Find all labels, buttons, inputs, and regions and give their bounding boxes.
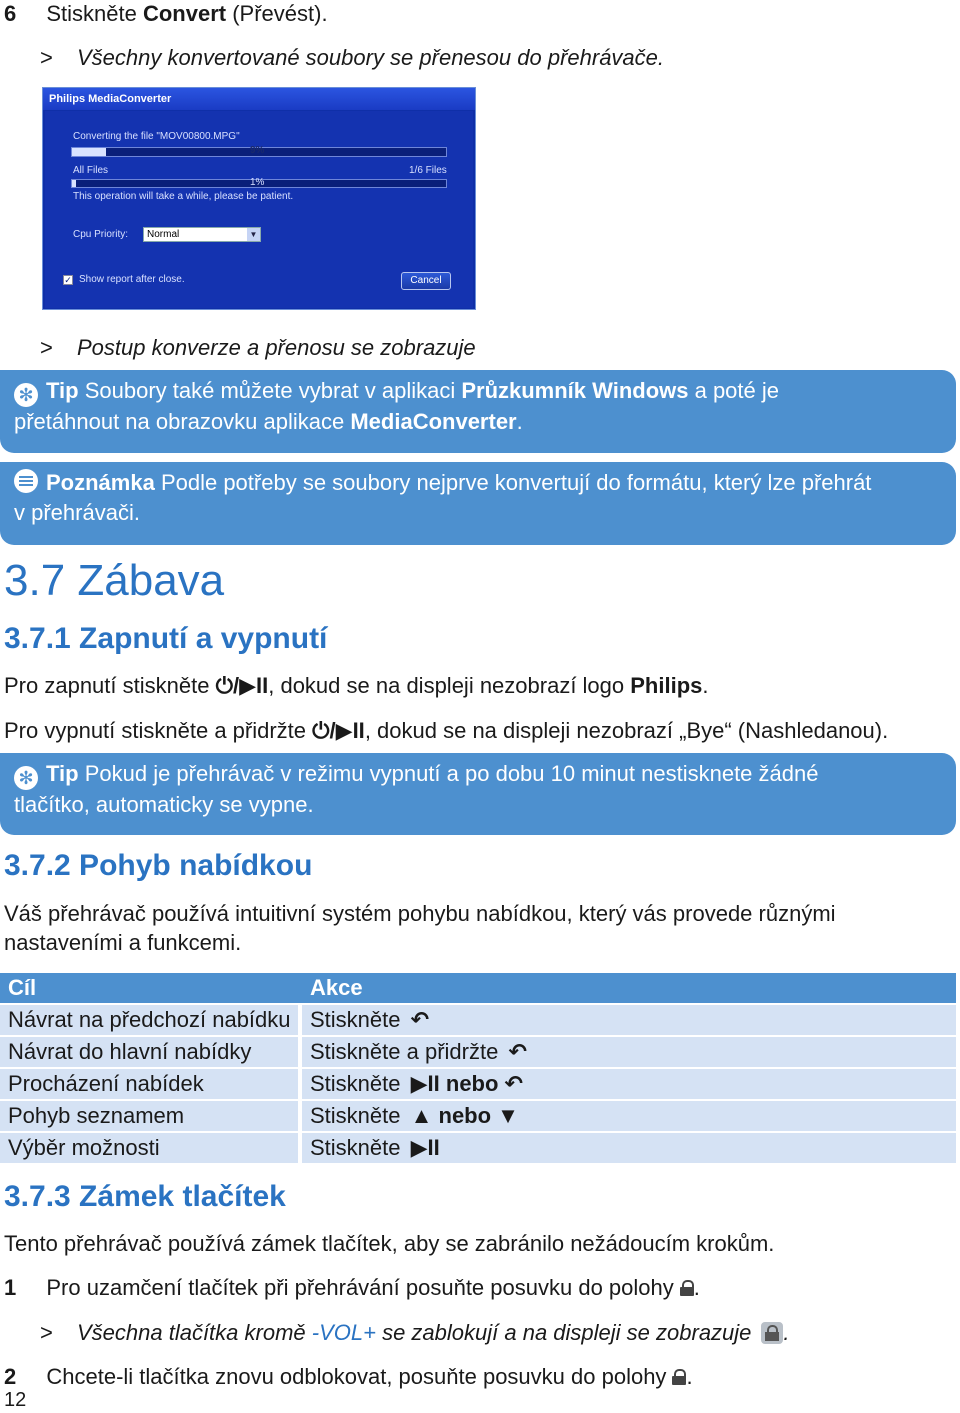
cpu-priority-value: Normal: [147, 229, 180, 240]
section-title: 3.7 Zábava: [4, 556, 225, 605]
step-6: [4, 0, 328, 28]
up-down-arrow-icon: ▲ nebo ▼: [410, 1103, 519, 1128]
back-icon: ↶: [410, 1007, 430, 1032]
table-row: [0, 1003, 956, 1035]
goal-cell: Návrat do hlavní nabídky: [0, 1035, 302, 1067]
tip-box-1: ✻ Tip Soubory také můžete vybrat v aplikaci Průzkumník Windows a poté je přetáhnout na obrazovku aplikace MediaConverter.: [0, 370, 956, 453]
files-count: 1/6 Files: [409, 165, 447, 176]
power-off-text: Pro vypnutí stiskněte a přidržte ⏻/▶II, dokud se na displeji nezobrazí „Bye“ (Nashledanou).: [4, 718, 889, 743]
all-progress-text: 1%: [250, 177, 265, 188]
lock-intro: Tento přehrávač používá zámek tlačítek, aby se zabránilo nežádoucím krokům.: [4, 1231, 775, 1256]
cpu-priority-select[interactable]: [143, 227, 261, 242]
power-play-pause-icon: ⏻/▶II: [215, 673, 269, 698]
navigation-table: [0, 973, 956, 1163]
action-cell: Stiskněte ▲ nebo ▼: [302, 1099, 956, 1131]
table-row: [0, 1067, 956, 1099]
goal-cell: Procházení nabídek: [0, 1067, 302, 1099]
chevron-down-icon: ▼: [247, 228, 260, 241]
lock-step-1-result: > Všechna tlačítka kromě -VOL+ se zablokují a na displeji se zobrazuje .: [40, 1320, 790, 1345]
step-text: Stiskněte Convert (Převést).: [46, 1, 328, 26]
power-play-pause-icon: ⏻/▶II: [312, 718, 365, 743]
goal-cell: Pohyb seznamem: [0, 1099, 302, 1131]
lock-step-2: 2 Chcete-li tlačítka znovu odblokovat, posuňte posuvku do polohy .: [4, 1364, 693, 1389]
action-cell: Stiskněte ▶II nebo ↶: [302, 1067, 956, 1099]
lock-step-1: 1 Pro uzamčení tlačítek při přehrávání posuňte posuvku do polohy .: [4, 1275, 700, 1300]
note-icon: [14, 469, 38, 493]
subsection-title-3-7-1: 3.7.1 Zapnutí a vypnutí: [4, 622, 328, 655]
back-icon: ↶: [508, 1039, 527, 1064]
action-cell: Stiskněte ▶II: [302, 1131, 956, 1163]
show-report-checkbox[interactable]: ✓: [64, 275, 72, 285]
media-converter-window: [42, 87, 476, 310]
menu-intro-line-2: nastaveními a funkcemi.: [4, 930, 242, 955]
power-on-text: Pro zapnutí stiskněte ⏻/▶II, dokud se na displeji nezobrazí logo Philips.: [4, 673, 709, 698]
step-number: 1: [4, 1275, 17, 1300]
progress-note: > Postup konverze a přenosu se zobrazuje: [40, 335, 476, 360]
table-row: [0, 1035, 956, 1067]
cpu-priority-label: Cpu Priority:: [73, 229, 129, 240]
show-report-label: Show report after close.: [79, 274, 185, 285]
window-body: [45, 111, 473, 308]
tip-icon: ✻: [14, 383, 38, 407]
converting-label: Converting the file "MOV00800.MPG": [73, 131, 240, 142]
goal-cell: Návrat na předchozí nabídku: [0, 1003, 302, 1035]
play-pause-or-back-icon: ▶II nebo ↶: [410, 1071, 523, 1096]
action-cell: Stiskněte a přidržte ↶: [302, 1035, 956, 1067]
column-header-action: Akce: [302, 973, 956, 1003]
patience-message: This operation will take a while, please be patient.: [73, 191, 294, 202]
step-6-result: > Všechny konvertované soubory se přenesou do přehrávače.: [40, 45, 665, 70]
step-number: 6: [4, 1, 17, 26]
tip-icon: ✻: [14, 766, 38, 790]
play-pause-icon: ▶II: [410, 1135, 440, 1160]
page-number: 12: [4, 1389, 27, 1411]
subsection-title-3-7-3: 3.7.3 Zámek tlačítek: [4, 1180, 286, 1213]
note-box-1: Poznámka Podle potřeby se soubory nejprve konvertují do formátu, který lze přehrát v přehrávači.: [0, 462, 956, 545]
tip-box-2: ✻ Tip Pokud je přehrávač v režimu vypnutí a po dobu 10 minut nestisknete žádné tlačítko, automaticky se vypne.: [0, 753, 956, 835]
all-progress-fill: [72, 180, 76, 187]
file-progress-fill: [72, 148, 106, 156]
step-number: 2: [4, 1364, 17, 1389]
file-progress-text: 9%: [250, 145, 265, 156]
all-files-label: All Files: [73, 165, 109, 176]
window-title: Philips MediaConverter: [43, 88, 475, 110]
table-row: [0, 1131, 956, 1163]
goal-cell: Výběr možnosti: [0, 1131, 302, 1163]
lock-icon: [680, 1280, 694, 1296]
lock-icon: [672, 1369, 686, 1385]
column-header-goal: Cíl: [0, 973, 302, 1003]
table-row: [0, 1099, 956, 1131]
menu-intro-line-1: Váš přehrávač používá intuitivní systém pohybu nabídkou, který vás provede různými: [4, 901, 836, 926]
action-cell: Stiskněte ↶: [302, 1003, 956, 1035]
lock-display-icon: [761, 1322, 783, 1344]
cancel-button[interactable]: Cancel: [401, 272, 451, 290]
subsection-title-3-7-2: 3.7.2 Pohyb nabídkou: [4, 849, 313, 882]
